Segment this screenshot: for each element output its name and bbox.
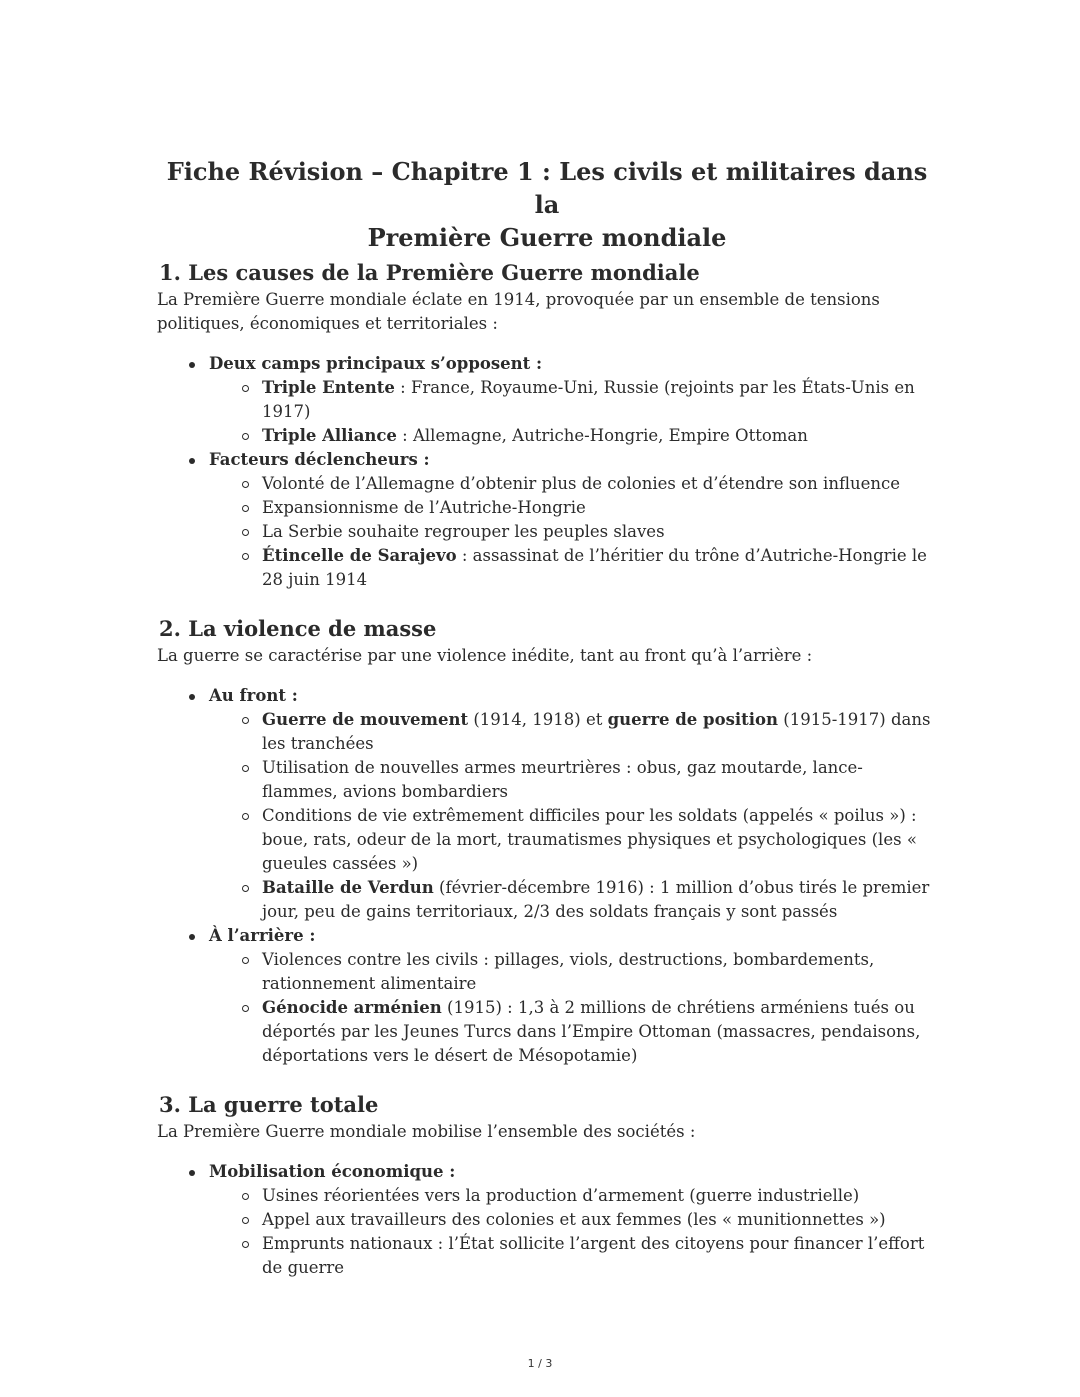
bold-term: Étincelle de Sarajevo <box>262 546 457 565</box>
bold-term: Bataille de Verdun <box>262 878 434 897</box>
item-text: (1915) : 1,3 à 2 millions de chrétiens arméniens tués ou déportés par les Jeunes Turcs dans l’Empire Ottoman (massacres, pendaisons, déportations vers le désert de Mésopotamie) <box>262 998 921 1065</box>
bullet-circle-icon <box>242 529 249 536</box>
bullet-disc-icon <box>189 458 195 464</box>
bullet-circle-icon <box>242 717 249 724</box>
bullet-circle-icon <box>242 505 249 512</box>
bullet-circle-icon <box>242 1241 249 1248</box>
section-heading: 1. Les causes de la Première Guerre mondiale <box>159 260 700 285</box>
section-heading: 2. La violence de masse <box>159 616 437 641</box>
bullet-disc-icon <box>189 694 195 700</box>
sub-list-item <box>262 708 937 756</box>
item-text: (1914, 1918) et <box>468 710 608 729</box>
sub-list-item <box>262 756 937 804</box>
sub-list-item <box>262 996 937 1068</box>
item-text: Utilisation de nouvelles armes meurtrières : obus, gaz moutarde, lance-flammes, avions bombardiers <box>262 758 863 801</box>
bullet-circle-icon <box>242 813 249 820</box>
document-title <box>157 155 937 254</box>
list-item <box>209 924 937 1068</box>
item-text: Volonté de l’Allemagne d’obtenir plus de colonies et d’étendre son influence <box>262 474 900 493</box>
bullet-disc-icon <box>189 934 195 940</box>
sub-list-item <box>262 376 937 424</box>
title-line-2: Première Guerre mondiale <box>367 223 727 252</box>
list-item <box>209 448 937 592</box>
bold-term: Triple Alliance <box>262 426 397 445</box>
bullet-circle-icon <box>242 957 249 964</box>
item-text: Appel aux travailleurs des colonies et aux femmes (les « munitionnettes ») <box>262 1210 886 1229</box>
section-violence <box>157 614 937 1068</box>
list-item <box>209 352 937 448</box>
item-text: Usines réorientées vers la production d’armement (guerre industrielle) <box>262 1186 860 1205</box>
bold-term: Génocide arménien <box>262 998 442 1017</box>
bullet-circle-icon <box>242 1217 249 1224</box>
item-text: : assassinat de l’héritier du trône d’Autriche-Hongrie le 28 juin 1914 <box>262 546 927 589</box>
sub-list-item <box>262 496 937 520</box>
bold-term: Triple Entente <box>262 378 395 397</box>
item-text: : Allemagne, Autriche-Hongrie, Empire Ottoman <box>396 426 808 445</box>
section-causes <box>157 258 937 592</box>
sub-list-item <box>262 424 937 448</box>
bullet-circle-icon <box>242 385 249 392</box>
item-text: Emprunts nationaux : l’État sollicite l’argent des citoyens pour financer l’effort de guerre <box>262 1234 925 1277</box>
title-line-1: Fiche Révision – Chapitre 1 : Les civils et militaires dans la <box>166 157 928 219</box>
sub-list <box>209 376 937 448</box>
sub-list-item <box>262 876 937 924</box>
section-intro: La Première Guerre mondiale éclate en 1914, provoquée par un ensemble de tensions politiques, économiques et territoriales : <box>157 290 880 333</box>
page-indicator: 1 / 3 <box>527 1357 553 1370</box>
bullet-list <box>157 1160 937 1280</box>
sub-list-item <box>262 1232 937 1280</box>
bullet-disc-icon <box>189 362 195 368</box>
item-text: Expansionnisme de l’Autriche-Hongrie <box>262 498 586 517</box>
sub-list <box>209 948 937 1068</box>
item-text: : France, Royaume-Uni, Russie (rejoints par les États-Unis en 1917) <box>262 378 915 421</box>
item-label: Facteurs déclencheurs : <box>209 450 430 469</box>
item-label: Au front : <box>209 686 298 705</box>
bullet-circle-icon <box>242 553 249 560</box>
bullet-circle-icon <box>242 481 249 488</box>
bullet-circle-icon <box>242 1005 249 1012</box>
sub-list-item <box>262 544 937 592</box>
bold-term: Guerre de mouvement <box>262 710 469 729</box>
sub-list <box>209 708 937 924</box>
item-text: La Serbie souhaite regrouper les peuples slaves <box>262 522 665 541</box>
document-page <box>157 155 937 1302</box>
list-item <box>209 684 937 924</box>
item-text: (février-décembre 1916) : 1 million d’obus tirés le premier jour, peu de gains territoriaux, 2/3 des soldats français y sont passés <box>262 878 930 921</box>
sub-list <box>209 1184 937 1280</box>
sub-list-item <box>262 1208 937 1232</box>
item-label: Deux camps principaux s’opposent : <box>209 354 543 373</box>
section-heading: 3. La guerre totale <box>159 1092 379 1117</box>
bullet-circle-icon <box>242 765 249 772</box>
item-text: Conditions de vie extrêmement difficiles pour les soldats (appelés « poilus ») : boue, rats, odeur de la mort, traumatismes physiques et psychologiques (les « gueules cassées ») <box>262 806 917 873</box>
bold-term: guerre de position <box>607 710 779 729</box>
bullet-circle-icon <box>242 1193 249 1200</box>
item-label: À l’arrière : <box>209 926 316 945</box>
bullet-list <box>157 684 937 1068</box>
section-total-war <box>157 1090 937 1280</box>
bullet-list <box>157 352 937 592</box>
item-text: Violences contre les civils : pillages, viols, destructions, bombardements, rationnement alimentaire <box>262 950 875 993</box>
sub-list-item <box>262 804 937 876</box>
sub-list-item <box>262 472 937 496</box>
sub-list-item <box>262 1184 937 1208</box>
section-intro: La guerre se caractérise par une violence inédite, tant au front qu’à l’arrière : <box>157 646 813 665</box>
bullet-circle-icon <box>242 885 249 892</box>
item-text: (1915-1917) dans les tranchées <box>262 710 931 753</box>
item-label: Mobilisation économique : <box>209 1162 456 1181</box>
section-intro: La Première Guerre mondiale mobilise l’ensemble des sociétés : <box>157 1122 696 1141</box>
bullet-circle-icon <box>242 433 249 440</box>
bullet-disc-icon <box>189 1170 195 1176</box>
list-item <box>209 1160 937 1280</box>
sub-list-item <box>262 948 937 996</box>
sub-list-item <box>262 520 937 544</box>
sub-list <box>209 472 937 592</box>
